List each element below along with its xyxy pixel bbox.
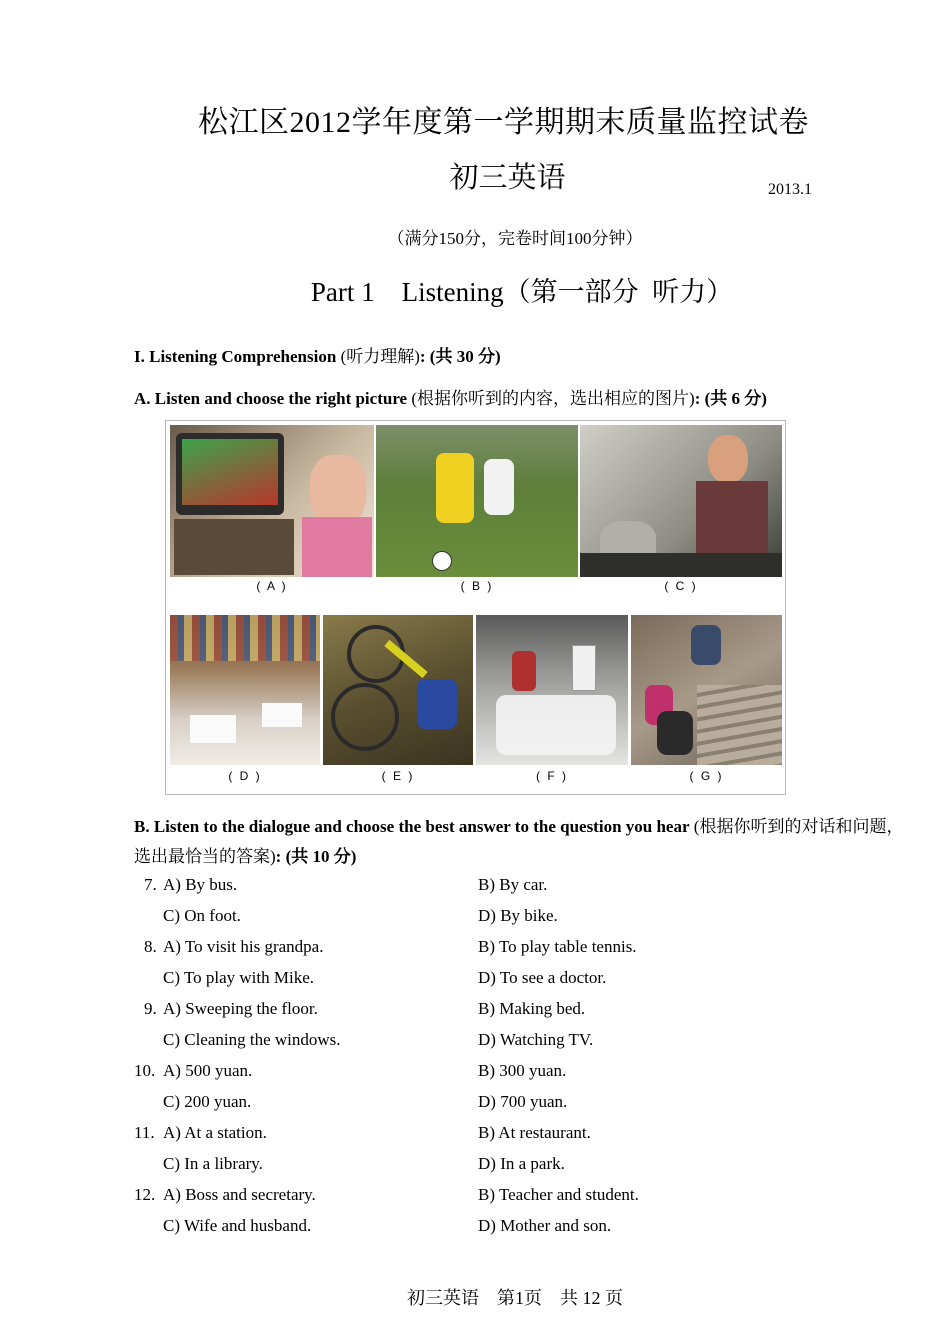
picture-a-label: ( A ) [256,579,288,593]
option-d[interactable]: D) Watching TV. [478,1030,594,1049]
exam-date: 2013.1 [768,181,812,198]
option-a[interactable]: A) By bus. [163,875,238,894]
option-d[interactable]: D) By bike. [478,906,558,925]
football-photo [376,425,578,577]
question-number: 10. [134,1061,156,1080]
section-a-label-cn: (根据你听到的内容，选出相应的图片) [411,389,695,408]
option-a[interactable]: A) Sweeping the floor. [163,999,318,1018]
option-a[interactable]: A) 500 yuan. [163,1061,253,1080]
section-i-heading [134,342,501,367]
section-i-label: I. Listening Comprehension [134,347,337,366]
section-i-points: : (共 30 分) [419,347,501,366]
climbing-photo [631,615,782,765]
question-number: 7. [144,875,157,894]
bike-fall-photo [323,615,473,765]
option-c[interactable]: C) To play with Mike. [163,968,315,987]
option-c[interactable]: C) In a library. [163,1154,263,1173]
picture-b-label: ( B ) [460,579,494,593]
question-number: 9. [144,999,157,1018]
option-b[interactable]: B) Teacher and student. [478,1185,639,1204]
cooking-photo [580,425,782,577]
option-a[interactable]: A) To visit his grandpa. [163,937,324,956]
option-c[interactable]: C) Cleaning the windows. [163,1030,341,1049]
option-d[interactable]: D) 700 yuan. [478,1092,568,1111]
section-b-label-cn: (根据你听到的对话和问题，选出最恰当的答案) [134,817,904,866]
page-footer: 初三英语 第1页 共 12 页 [407,1288,623,1308]
option-b[interactable]: B) 300 yuan. [478,1061,567,1080]
section-i-label-cn: (听力理解) [340,347,420,366]
section-a-heading [134,384,767,409]
option-c[interactable]: C) 200 yuan. [163,1092,252,1111]
picture-d-label: ( D ) [228,769,262,783]
supermarket-photo [476,615,628,765]
section-b-label: B. Listen to the dialogue and choose the best answer to the question you hear [134,817,690,836]
picture-panel [165,420,786,795]
exam-subject: 初三英语 [449,162,566,194]
picture-f-label: ( F ) [536,769,568,783]
picture-g-label: ( G ) [689,769,724,783]
option-c[interactable]: C) Wife and husband. [163,1216,312,1235]
reading-photo [170,615,320,765]
question-number: 12. [134,1185,156,1204]
question-number: 8. [144,937,157,956]
option-d[interactable]: D) Mother and son. [478,1216,612,1235]
section-b-heading [134,812,904,872]
option-a[interactable]: A) Boss and secretary. [163,1185,316,1204]
section-a-label: A. Listen and choose the right picture [134,389,408,408]
option-b[interactable]: B) Making bed. [478,999,586,1018]
option-d[interactable]: D) To see a doctor. [478,968,607,987]
score-note: （满分150分，完卷时间100分钟） [387,229,643,248]
part-heading: Part 1 Listening（第一部分 听力） [310,277,734,307]
question-number: 11. [134,1123,155,1142]
option-a[interactable]: A) At a station. [163,1123,267,1142]
picture-c-label: ( C ) [664,579,698,593]
option-b[interactable]: B) By car. [478,875,548,894]
option-c[interactable]: C) On foot. [163,906,241,925]
option-b[interactable]: B) At restaurant. [478,1123,591,1142]
tv-child-photo [170,425,374,577]
picture-e-label: ( E ) [381,769,415,783]
section-a-points: : (共 6 分) [694,389,767,408]
exam-title: 松江区2012学年度第一学期期末质量监控试卷 [198,106,809,139]
option-b[interactable]: B) To play table tennis. [478,937,637,956]
option-d[interactable]: D) In a park. [478,1154,565,1173]
section-b-points: : (共 10 分) [275,847,357,866]
